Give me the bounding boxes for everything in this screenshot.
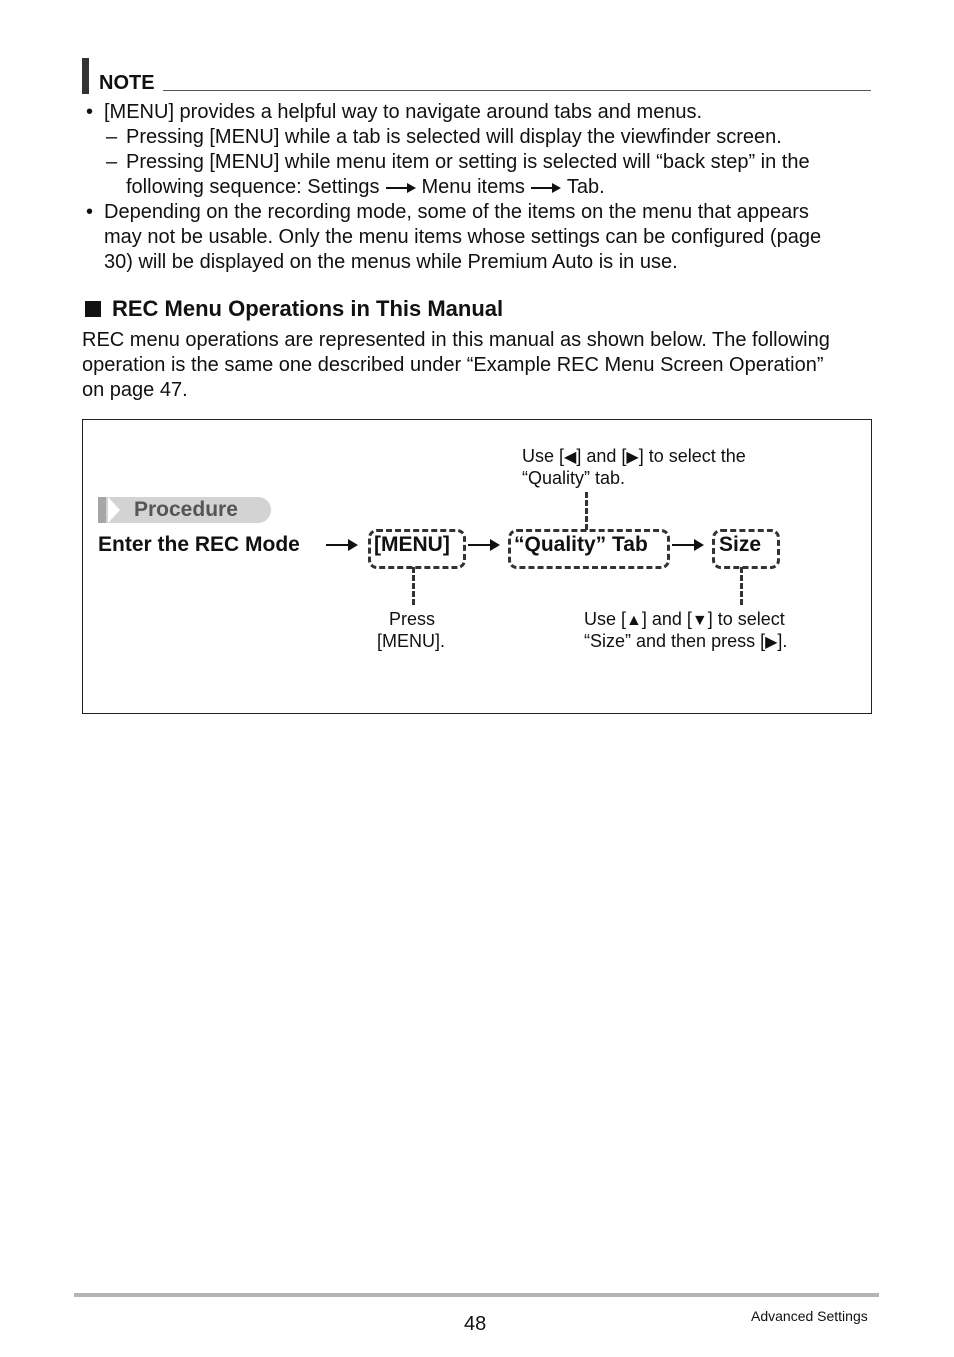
note-divider [163, 90, 871, 91]
callout-text: “Size” and then press [ [584, 631, 766, 651]
down-triangle-icon: ▼ [691, 612, 708, 629]
right-arrow-icon [326, 539, 358, 551]
callout-size-line-2 [584, 630, 787, 654]
section-title: REC Menu Operations in This Manual [112, 296, 504, 321]
dash-marker: – [106, 126, 118, 148]
callout-menu-line-2: [MENU]. [377, 631, 446, 651]
callout-menu-connector [412, 567, 415, 605]
section-paragraph-line-1: REC menu operations are represented in this manual as shown below. The following [82, 329, 830, 351]
bullet-dot: • [86, 101, 94, 123]
callout-text: ] and [ [576, 446, 627, 466]
section-paragraph-line-3: on page 47. [82, 379, 188, 401]
sequence-menu-items: Menu items [421, 176, 525, 198]
footer-divider [74, 1293, 879, 1297]
step-quality-tab: “Quality” Tab [514, 533, 648, 556]
note-marker-bar [82, 58, 89, 94]
callout-menu-line-1: Press [389, 609, 436, 629]
callout-text: Use [ [584, 609, 627, 629]
section-square-icon [85, 301, 101, 317]
callout-size-connector [740, 567, 743, 605]
note-bullet-2-line-3: 30) will be displayed on the menus while Premium Auto is in use. [104, 251, 678, 273]
section-paragraph-line-2: operation is the same one described under “Example REC Menu Screen Operation” [82, 354, 824, 376]
left-triangle-icon: ◀ [564, 449, 577, 466]
right-arrow-icon [531, 183, 561, 193]
right-triangle-icon: ▶ [765, 634, 778, 651]
sequence-tab: Tab. [566, 176, 605, 198]
step-size: Size [719, 533, 762, 556]
callout-size-line-1 [584, 608, 785, 632]
callout-quality-connector [585, 492, 588, 530]
right-arrow-icon [386, 183, 416, 193]
note-bullet-2-line-2: may not be usable. Only the menu items whose settings can be configured (page [104, 226, 822, 248]
note-heading: NOTE [99, 72, 155, 94]
right-arrow-icon [468, 539, 500, 551]
procedure-tag-strip [98, 497, 106, 523]
sequence-settings: following sequence: Settings [126, 176, 380, 198]
callout-text: ] and [ [641, 609, 692, 629]
callout-quality-line-1 [522, 445, 746, 469]
procedure-label: Procedure [134, 498, 238, 521]
note-bullet-1: [MENU] provides a helpful way to navigate around tabs and menus. [104, 101, 703, 123]
up-triangle-icon: ▲ [626, 612, 642, 629]
bullet-dot: • [86, 201, 94, 223]
step-menu: [MENU] [374, 533, 450, 556]
footer-section-name: Advanced Settings [751, 1308, 868, 1324]
page-number: 48 [464, 1313, 487, 1335]
right-arrow-icon [672, 539, 704, 551]
note-bullet-2-line-1: Depending on the recording mode, some of the items on the menu that appears [104, 201, 809, 223]
callout-text: ] to select [707, 609, 785, 629]
note-sub-item-2-line-2 [126, 175, 605, 200]
note-sub-item-1: Pressing [MENU] while a tab is selected will display the viewfinder screen. [126, 126, 782, 148]
note-sub-item-2-line-1: Pressing [MENU] while menu item or setting is selected will “back step” in the [126, 151, 810, 173]
callout-quality-line-2: “Quality” tab. [522, 468, 626, 488]
right-triangle-icon: ▶ [626, 449, 639, 466]
callout-text: Use [ [522, 446, 565, 466]
step-enter-rec-mode: Enter the REC Mode [98, 533, 300, 556]
callout-text: ] to select the [638, 446, 746, 466]
callout-text: ]. [777, 631, 788, 651]
procedure-tag-notch [108, 497, 120, 523]
dash-marker: – [106, 151, 118, 173]
